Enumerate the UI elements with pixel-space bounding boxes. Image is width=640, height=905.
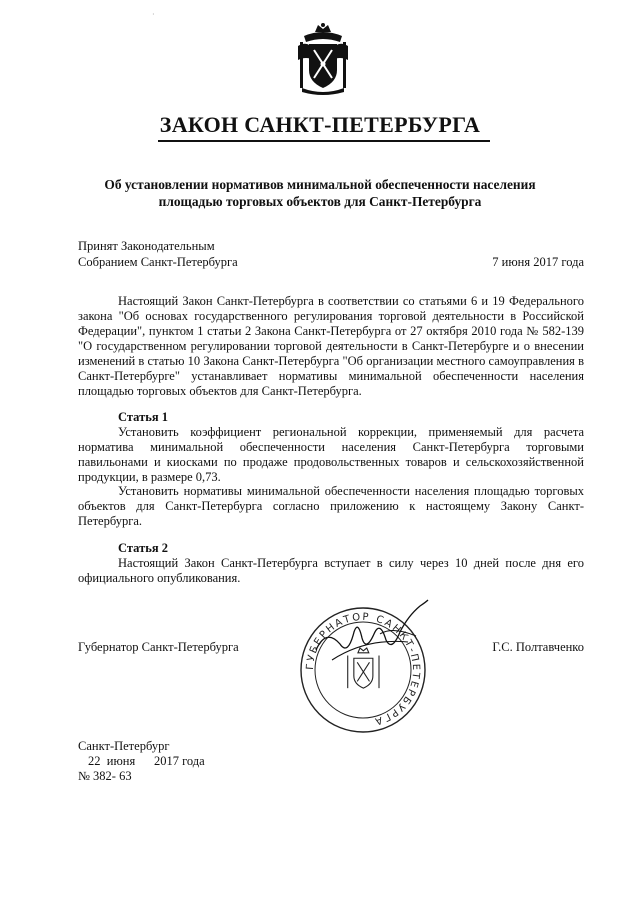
corner-mark: · bbox=[152, 10, 155, 19]
article-1-paragraph-2: Установить нормативы минимальной обеспеченности населения площадью торговых объектов для Санкт-Петербурга согласно приложению к настоящему Закону Санкт-Петербурга. bbox=[78, 484, 584, 528]
intro-paragraph: Настоящий Закон Санкт-Петербурга в соответствии со статьями 6 и 19 Федерального закона "Об основах государственного регулирования торговой деятельности в Российской Федерации", пунктом 1 статьи 2 Закона Санкт-Петербурга от 27 октября 2010 года № 582-139 "О государственном регулировании торговой деятельности в Санкт-Петербурге и о внесении изменений в статью 10 Закона Санкт-Петербурга "Об организации местного самоуправления в Санкт-Петербурге" устанавливает нормативы минимальной обеспеченности населения площадью торговых объектов для Санкт-Петербурга. bbox=[78, 294, 584, 398]
document-title: ЗАКОН САНКТ-ПЕТЕРБУРГА bbox=[159, 112, 481, 137]
article-1-heading: Статья 1 bbox=[118, 410, 168, 424]
signing-date: 22 июня 2017 года bbox=[88, 754, 205, 768]
title-underline bbox=[158, 140, 490, 142]
adoption-note bbox=[78, 238, 238, 270]
adoption-date: 7 июня 2017 года bbox=[492, 255, 584, 269]
adoption-line-1: Принят Законодательным bbox=[78, 239, 215, 253]
law-number: № 382- 63 bbox=[78, 769, 132, 783]
governor-title: Губернатор Санкт-Петербурга bbox=[78, 640, 239, 654]
article-1-paragraph-1: Установить коэффициент региональной коррекции, применяемый для расчета норматива минимальной обеспеченности населения Санкт-Петербурга торговыми павильонами и киосками по продаже продовольственных товаров и сельскохозяйственной продукции, в размере 0,73. bbox=[78, 425, 584, 484]
seal-text: ГУБЕРНАТОР САНКТ-ПЕТЕРБУРГА bbox=[304, 611, 422, 727]
subtitle-line-1: Об установлении нормативов минимальной обеспеченности населения bbox=[104, 177, 536, 192]
article-2-paragraph: Настоящий Закон Санкт-Петербурга вступает в силу через 10 дней после дня его официального опубликования. bbox=[78, 556, 584, 585]
official-seal-icon bbox=[296, 598, 430, 738]
document-subtitle bbox=[60, 176, 580, 210]
svg-text:ГУБЕРНАТОР САНКТ-ПЕТЕРБУРГА bbox=[305, 612, 421, 727]
subtitle-line-2: площадью торговых объектов для Санкт-Петербурга bbox=[158, 194, 482, 209]
signing-place: Санкт-Петербург bbox=[78, 739, 170, 753]
governor-name: Г.С. Полтавченко bbox=[492, 640, 584, 654]
st-petersburg-coat-of-arms-icon bbox=[296, 22, 350, 96]
adoption-line-2: Собранием Санкт-Петербурга bbox=[78, 255, 238, 269]
article-2-heading: Статья 2 bbox=[118, 541, 168, 555]
